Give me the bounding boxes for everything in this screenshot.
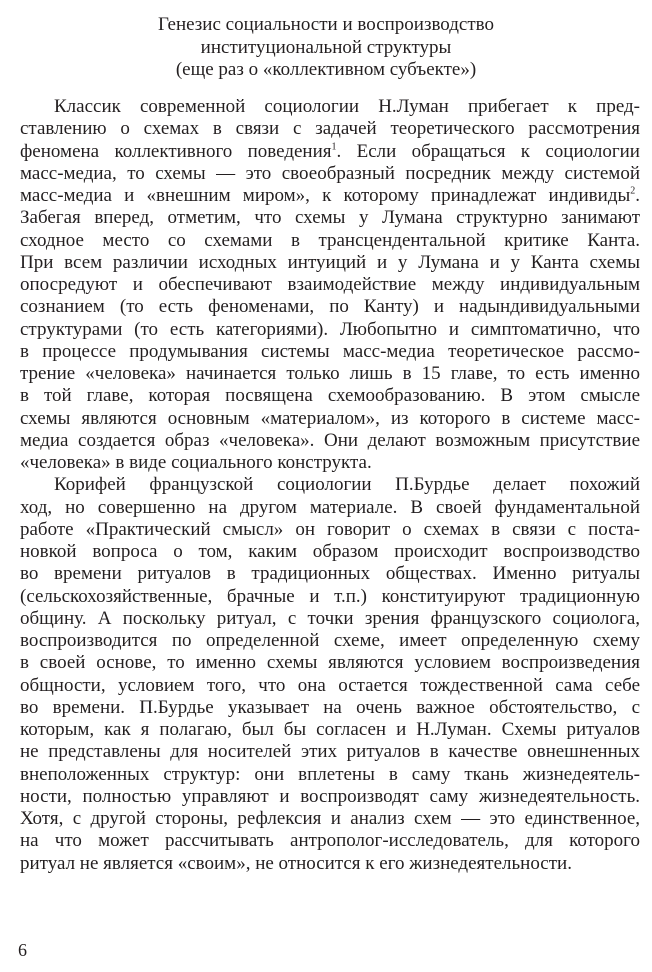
text-line: сходное место со схемами в трансцендентальной критике Канта. — [20, 229, 640, 251]
text-line: в процессе продумывания системы масс-медиа теоретическое рассмо- — [20, 340, 640, 362]
text-line — [20, 185, 640, 207]
text-span: . Если обращаться к социологии — [336, 140, 640, 162]
title-line-2: институциональной структуры — [200, 36, 452, 58]
text-line: на что может рассчитывать антрополог-исследователь, для которого — [20, 830, 640, 852]
text-line: Классик современной социологии Н.Луман прибегает к пред- — [54, 96, 640, 117]
text-line: новкой вопроса о том, каким образом происходит воспроизводство — [20, 541, 640, 562]
text-line: общности, условием того, что она остается тождественной сама себе — [20, 674, 640, 696]
text-line: Хотя, с другой стороны, рефлексия и анализ схем — это единственное, — [20, 808, 640, 829]
paragraph-2 — [20, 474, 640, 875]
text-line: внеположенных структур: они вплетены в саму ткань жизнедеятель- — [20, 763, 640, 785]
footnote-marker-2[interactable]: 2 — [630, 185, 636, 197]
page-number: 6 — [18, 940, 27, 960]
text-line: ритуал не является «своим», не относится к его жизнедеятельности. — [20, 852, 572, 874]
text-span: феномена коллективного поведения — [20, 140, 332, 162]
text-line: Забегая вперед, отметим, что схемы у Лумана структурно занимают — [20, 207, 640, 229]
title-line-1: Генезис социальности и воспроизводство — [157, 14, 495, 35]
text-line: в той главе, которая посвящена схемообразованию. В этом смысле — [20, 385, 640, 407]
paragraph-1 — [20, 96, 640, 474]
text-line: схемы являются основным «материалом», из которого в системе масс- — [20, 407, 640, 429]
text-line: медиа создается образ «человека». Они делают возможным присутствие — [20, 429, 640, 451]
text-line: ход, но совершенно на другом материале. В своей фундаментальной — [20, 496, 640, 518]
text-line: опосредуют и обеспечивают взаимодействие между индивидуальным — [20, 274, 640, 295]
text-line: общину. А поскольку ритуал, с точки зрения французского социолога, — [20, 607, 640, 629]
footnote-marker-1[interactable]: 1 — [331, 141, 337, 153]
text-line: во времени ритуалов в традиционных обществах. Именно ритуалы — [20, 563, 640, 585]
text-span: . — [635, 185, 640, 206]
chapter-title — [20, 14, 632, 82]
text-line: воспроизводится по определенной схеме, имеет определенную схему — [20, 630, 640, 651]
text-line — [20, 141, 640, 163]
text-line: масс-медиа, то схемы — это своеобразный посредник между системой — [20, 162, 640, 184]
text-line: трение «человека» начинается только лишь в 15 главе, то есть именно — [20, 363, 640, 384]
text-line: Корифей французской социологии П.Бурдье делает похожий — [54, 474, 640, 496]
text-line: которым, как я полагаю, был бы согласен и Н.Луман. Схемы ритуалов — [20, 719, 640, 740]
text-line: «человека» в виде социального конструкта. — [20, 452, 372, 473]
title-line-3: (еще раз о «коллективном субъекте») — [175, 59, 477, 80]
text-line: в своей основе, то именно схемы являются условием воспроизведения — [20, 652, 640, 674]
text-line: во времени. П.Бурдье указывает на очень важное обстоятельство, с — [20, 696, 640, 718]
text-line: ставлению о схемах в связи с задачей теоретического рассмотрения — [20, 118, 640, 140]
text-line: работе «Практический смысл» он говорит о схемах в связи с поста- — [20, 518, 640, 540]
text-line: структурами (то есть категориями). Любопытно и симптоматично, что — [20, 318, 640, 340]
text-line: (сельскохозяйственные, брачные и т.п.) конституируют традиционную — [20, 585, 640, 607]
text-line: не представлены для носителей этих ритуалов в качестве овнешненных — [20, 741, 640, 763]
text-line: При всем различии исходных интуиций и у Лумана и у Канта схемы — [20, 251, 640, 273]
text-span: масс-медиа и «внешним миром», к которому принадлежат индивиды — [20, 185, 631, 206]
body-text — [20, 96, 640, 875]
text-line: ности, полностью управляют и воспроизводят саму жизнедеятельность. — [20, 785, 640, 807]
text-line: сознанием (то есть феноменами, по Канту) и надындивидуальными — [20, 296, 640, 318]
